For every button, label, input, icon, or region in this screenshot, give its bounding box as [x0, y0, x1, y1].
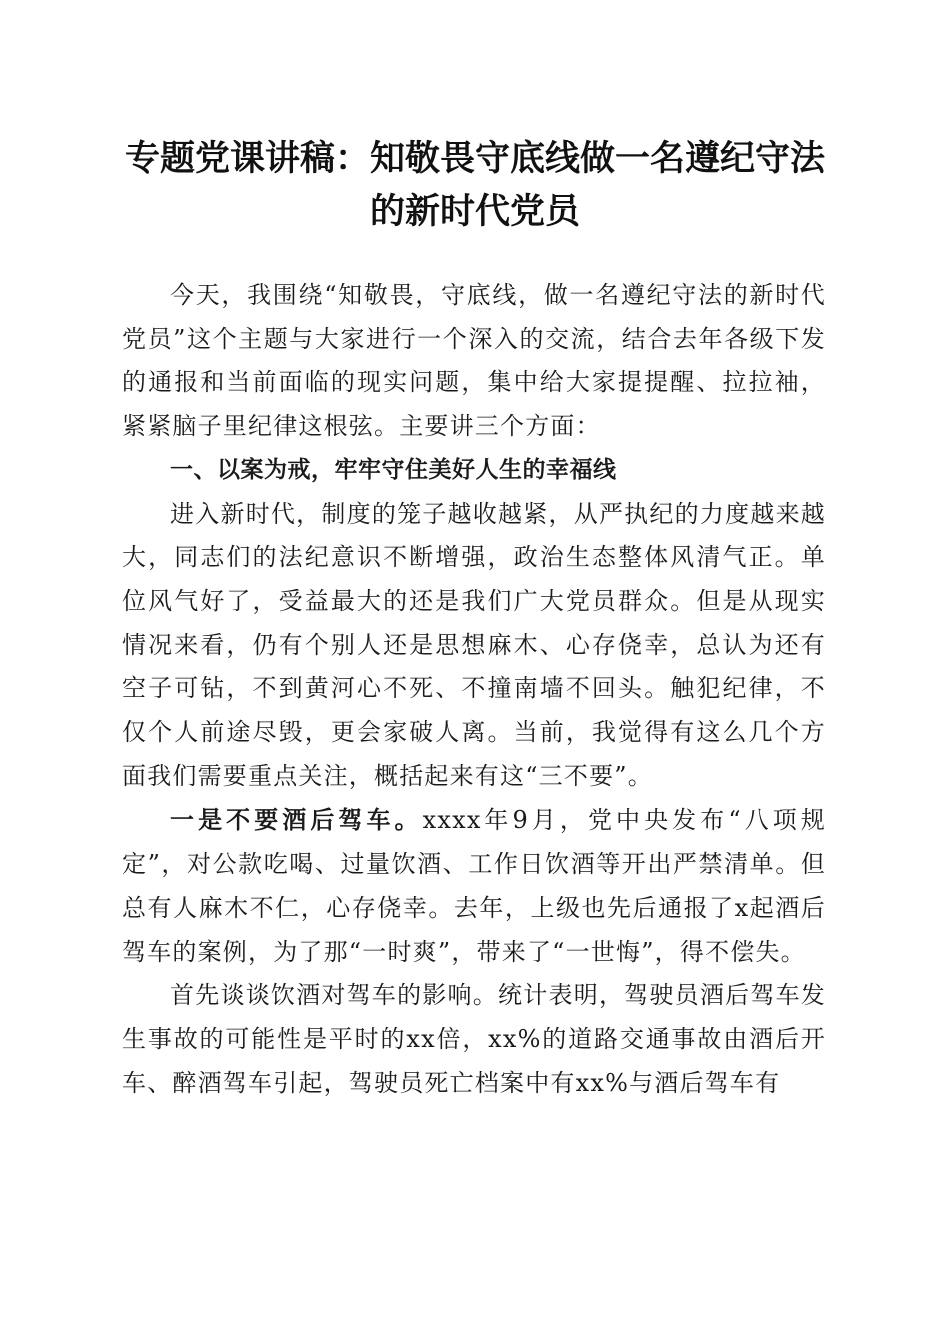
- paragraph-1: 进入新时代，制度的笼子越收越紧，从严执纪的力度越来越大，同志们的法纪意识不断增强，政治生态整体风清气正。单位风气好了，受益最大的还是我们广大党员群众。但是从现实情况来看，仍有个别人还是思想麻木、心存侥幸，总认为还有空子可钻，不到黄河心不死、不撞南墙不回头。触犯纪律，不仅个人前途尽毁，更会家破人离。当前，我觉得有这么几个方面我们需要重点关注，概括起来有这“三不要”。: [122, 499, 826, 790]
- document-body: [122, 274, 826, 1105]
- title-line-2: 的新时代党员: [369, 191, 580, 232]
- paragraph-2: [122, 798, 826, 974]
- paragraph-2-text: xxxx年9月，党中央发布“八项规定”，对公款吃喝、过量饮酒、工作日饮酒等开出严禁清单。但总有人麻木不仁，心存侥幸。去年，上级也先后通报了x起酒后驾车的案例，为了那“一时爽”，带来了“一世悔”，得不偿失。: [122, 806, 826, 966]
- intro-paragraph: 今天，我围绕“知敬畏，守底线，做一名遵纪守法的新时代党员”这个主题与大家进行一个深入的交流，结合去年各级下发的通报和当前面临的现实问题，集中给大家提提醒、拉拉袖，紧紧脑子里纪律这根弦。主要讲三个方面：: [122, 281, 826, 441]
- title-line-1: 专题党课讲稿：知敬畏守底线做一名遵纪守法: [124, 138, 825, 179]
- paragraph-2-lead: 一是不要酒后驾车。: [170, 805, 423, 835]
- section-heading-1: 一、以案为戒，牢牢守住美好人生的幸福线: [170, 456, 617, 483]
- document-title: [100, 132, 850, 238]
- paragraph-3: 首先谈谈饮酒对驾车的影响。统计表明，驾驶员酒后驾车发生事故的可能性是平时的xx倍，xx%的道路交通事故由酒后开车、醉酒驾车引起，驾驶员死亡档案中有xx%与酒后驾车有: [122, 981, 826, 1097]
